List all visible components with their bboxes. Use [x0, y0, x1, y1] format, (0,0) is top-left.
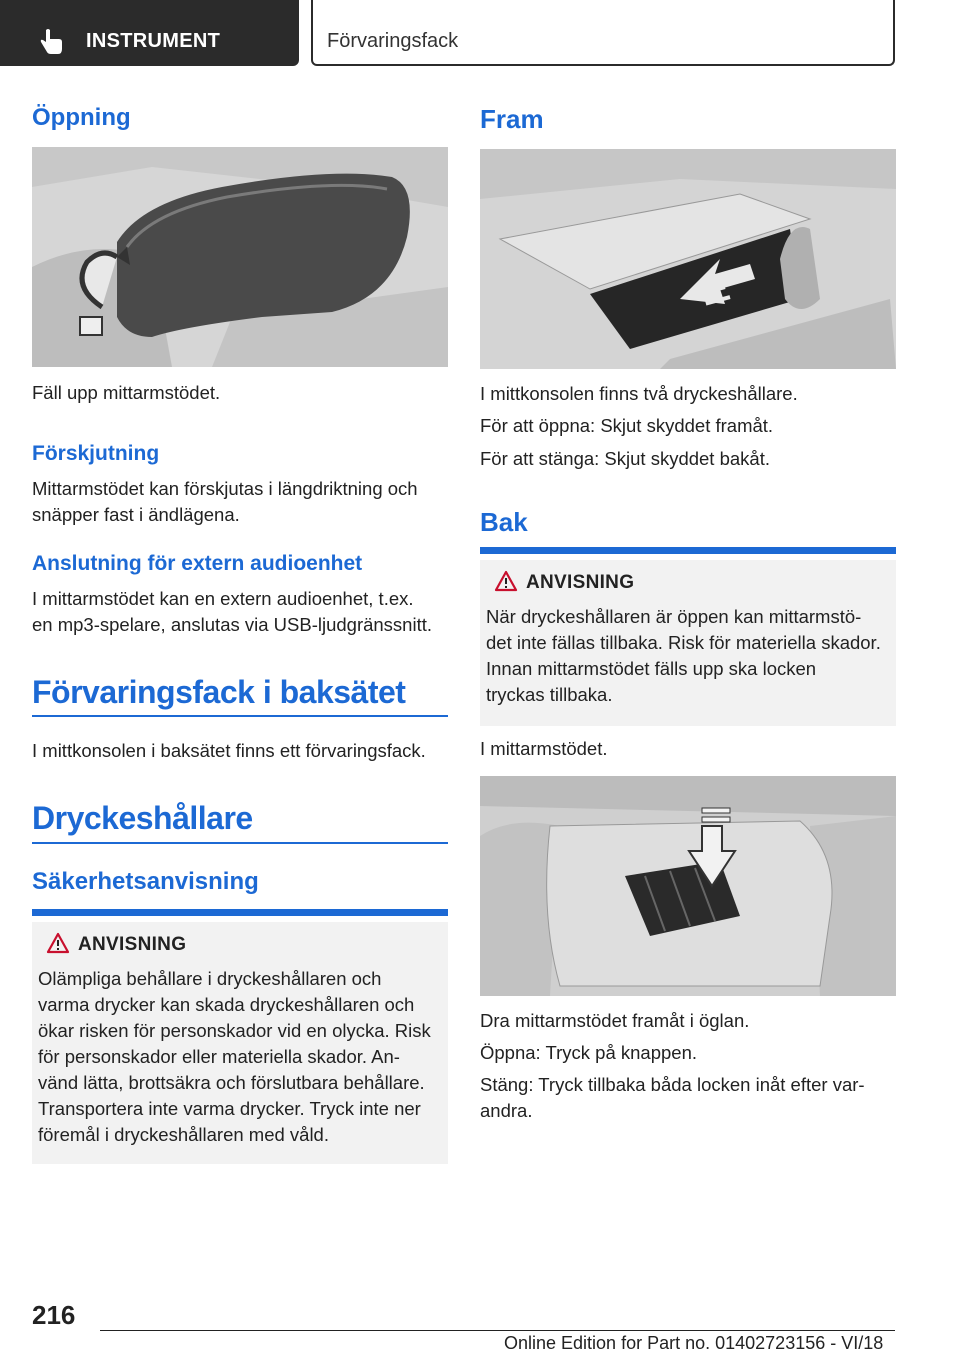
heading-oppning: Öppning	[32, 104, 131, 131]
bak-line-3: Stäng: Tryck tillbaka båda locken inåt efter var-	[480, 1074, 865, 1095]
rule-bak	[480, 547, 896, 554]
heading-sakerhet: Säkerhetsanvisning	[32, 868, 259, 895]
warning-icon	[494, 570, 518, 592]
notice-line: Transportera inte varma drycker. Tryck inte ner	[38, 1098, 421, 1119]
bak-line-2: Öppna: Tryck på knappen.	[480, 1042, 697, 1063]
footer-rule	[100, 1330, 895, 1331]
heading-bak: Bak	[480, 507, 528, 537]
section-tab[interactable]	[0, 0, 299, 66]
armstod-text: I mittarmstödet.	[480, 738, 608, 759]
notice-line: När dryckeshållaren är öppen kan mittarmstö-	[486, 606, 862, 627]
audio-text-1: I mittarmstödet kan en extern audioenhet, t.ex.	[32, 588, 414, 609]
front-cupholder-image	[480, 149, 896, 369]
audio-text-2: en mp3-spelare, anslutas via USB-ljudgränssnitt.	[32, 614, 432, 635]
notice-box-right	[480, 560, 896, 726]
rule-sakerhet	[32, 909, 448, 916]
rear-cupholder-image	[480, 776, 896, 996]
fram-line-2: För att öppna: Skjut skyddet framåt.	[480, 415, 774, 436]
page-number: 216	[32, 1300, 76, 1330]
notice-line: varma drycker kan skada dryckeshållaren och	[38, 994, 415, 1015]
notice-line: ökar risken för personskador vid en olycka. Risk	[38, 1020, 431, 1041]
page-header	[0, 0, 960, 66]
heading-baksatet: Förvaringsfack i baksätet	[32, 674, 406, 710]
heading-dryckeshallare: Dryckeshållare	[32, 800, 253, 836]
baksatet-text: I mittkonsolen i baksätet finns ett förvaringsfack.	[32, 740, 426, 761]
notice-line: Olämpliga behållare i dryckeshållaren och	[38, 968, 382, 989]
notice-text	[38, 966, 442, 1148]
chapter-label: Förvaringsfack	[327, 30, 459, 52]
bak-line-1: Dra mittarmstödet framåt i öglan.	[480, 1010, 750, 1031]
notice-line: det inte fällas tillbaka. Risk för materiella skador.	[486, 632, 881, 653]
forskjutning-text-1: Mittarmstödet kan förskjutas i längdriktning och	[32, 478, 418, 499]
section-label: INSTRUMENT	[86, 30, 221, 52]
armrest-opening-image	[32, 147, 448, 367]
fram-line-1: I mittkonsolen finns två dryckeshållare.	[480, 383, 798, 404]
heading-fram: Fram	[480, 104, 544, 134]
rule-dryckeshallare	[32, 842, 448, 844]
notice-title: ANVISNING	[78, 934, 187, 955]
notice-box-left	[32, 922, 448, 1164]
bak-line-4: andra.	[480, 1100, 533, 1121]
notice-line: vänd lätta, brottsäkra och förslutbara behållare.	[38, 1072, 425, 1093]
notice-line: Innan mittarmstödet fälls upp ska locken	[486, 658, 817, 679]
notice-line: för personskador eller materiella skador. An-	[38, 1046, 400, 1067]
notice-title: ANVISNING	[526, 572, 635, 593]
rule-baksatet	[32, 715, 448, 717]
notice-line: föremål i dryckeshållaren med våld.	[38, 1124, 329, 1145]
notice-text	[486, 604, 890, 708]
hand-pointer-icon	[38, 28, 66, 56]
forskjutning-text-2: snäpper fast i ändlägena.	[32, 504, 240, 525]
chapter-box	[311, 0, 895, 66]
oppning-caption: Fäll upp mittarmstödet.	[32, 382, 221, 403]
warning-icon	[46, 932, 70, 954]
notice-line: tryckas tillbaka.	[486, 684, 613, 705]
footer-edition: Online Edition for Part no. 01402723156 - VI/18	[504, 1333, 884, 1353]
heading-forskjutning: Förskjutning	[32, 442, 160, 465]
heading-audio: Anslutning för extern audioenhet	[32, 552, 363, 575]
fram-line-3: För att stänga: Skjut skyddet bakåt.	[480, 448, 770, 469]
